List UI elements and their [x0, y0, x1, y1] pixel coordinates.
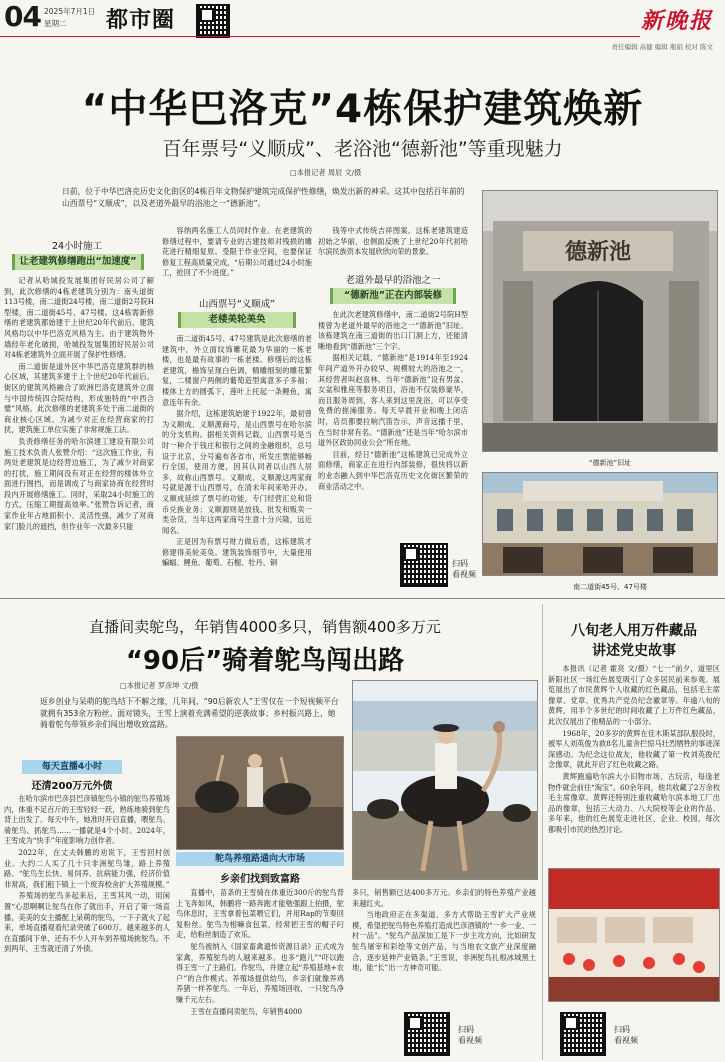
a2-section2-top-bar — [176, 852, 344, 866]
header-rule — [0, 36, 640, 37]
paragraph: 记者从哈城投发展集团好民居公司了解到，此次修缮的4栋老建筑分别为：南头道街113号楼，南二道街24号楼，南二道街2号院H型楼，南二道街45号、47号楼。这4栋需新修缮的老建筑都始建于上世纪20年代前后，建筑风格均以中华巴洛克风格为主。由于建筑物外墙经年老化破损，哈城投发展集团好民居公司对4栋老建筑外立面开展了保护性修缮。 — [4, 276, 154, 360]
a2-qr-code-icon[interactable] — [404, 1012, 450, 1056]
paragraph: 南二道街45号、47号建筑是此次修缮的老建筑中，外立面纹饰雕花最为华丽的一栋老楼，也是最有故事的一栋老楼。修缮后的这栋老建筑，檐饰呈现白色调，精雕细刻的雕花繁复，二楼窗户两侧的葡萄造型寓意多子多福；楼体上方的圆弧下，莲叶上托起一条鲤鱼，寓意连年有余。 — [162, 334, 312, 407]
a2-section2-title-top: 鸵鸟养殖路通向大市场 — [176, 852, 344, 866]
photo1-caption: “德新池”旧址 — [588, 459, 632, 467]
a2-col1-text — [4, 794, 170, 1058]
paragraph: 负责修缮任务的哈尔滨建工建设有限公司施工技术负责人张赞介绍：“这次施工作业，有两处老建筑是边经营边施工，为了减少对商家的打扰，施工期间没有对正在经营的楼体外立面进行围挡，而是调成了与商家协商在经营时段内开展修缮施工。同时，采取24小时施工的方式，压缩工期提高效率。”张赞告诉记者，商家作业年占地面积小、灵活性强，减少了对商家门脸儿的遮挡，但作业年一次最多只能 — [4, 436, 154, 531]
article1-lead: 日前，位于中华巴洛克历史文化街区的4栋百年文物保护建筑完成保护性修缮，焕发出新的神采。这其中包括百年前的山西票号“义顺成”，以及老道外最早的浴池之一“德新池”。 — [62, 187, 465, 208]
a1-section3-title: “德新池”正在内部装修 — [330, 288, 456, 304]
article3-headline-line2: 讲述党史故事 — [592, 643, 676, 659]
a2-section1-title: 还清200万元外债 — [31, 781, 113, 792]
article1-byline: □本报记者 周辰 文/摄 — [290, 168, 362, 177]
a1-col1-text — [4, 276, 154, 588]
editor-credits: 责任编辑 高健 编辑 瓶娟 校对 陈文 — [611, 43, 713, 51]
a3-scan-label: 扫码 看视频 — [614, 1025, 638, 1045]
a1-col2b-text — [162, 334, 312, 588]
paragraph: 目前，经日“德新池”这栋建筑已完成外立面修缮，商家正在进行内部装修，很快将以新的业态融入到中华巴洛克历史文化街区繁荣的商业活动之中。 — [318, 449, 468, 491]
article2-lead: 返乡创业与呆萌的鸵鸟结下不解之缘，几年间，“90后新农人”王雪仅在一个短视频平台就拥有353余万粉丝。面对镜头，王雪上演着充满希望的逆袭故事；乡村振兴路上，她骑着鸵鸟带领乡亲们闯出增收致富路。 — [40, 697, 339, 729]
paragraph: 南二道街是道外区中华巴洛克建筑群的核心区域，其建筑多建于上个世纪20年代前后。街区的建筑风格融合了欧洲巴洛克建筑外立面与中国传统四合院结构，形成独特的“中西合璧”风格。此次修缮的老建筑多处于南二道街的商业核心区域。为减少对正在经营商家的打扰，建筑施工单位实施了非常规施工法。 — [4, 361, 154, 435]
ostrich-riding-illustration — [353, 681, 538, 880]
article3-headline-line1: 八旬老人用万件藏品 — [571, 623, 697, 639]
a1-section1-title: 让老建筑修缮跑出“加速度” — [12, 254, 144, 270]
a3-qr-code-icon[interactable] — [560, 1012, 606, 1056]
photo-wang-xue-riding-ostrich — [352, 680, 538, 880]
paragraph: 当地政府正在多渠道、多方式帮助王雪扩大产业规模，希望把鸵鸟特色养殖打造成巴彦酒镇的“一乡一业、一村一品”。“鸵鸟产品深加工是下一步主攻方向，比如研发鸵鸟屠宰和彩绘等文创产品，与当地农文旅产业深度融合，逐步延伸产业链条。”王雪说，非洲鸵鸟扎根冰城黑土地，能“长”出一方神奇可能。 — [352, 910, 536, 973]
paragraph: 本报讯（记者 霍亮 文/摄）“七一”前夕，道里区新阳社区一场红色展览吸引了众多居民前来参观。展览展出了市民黄辉个人收藏的红色藏品，包括毛主席像章、党章、优秀共产党员纪念徽章等。年逾八旬的黄辉，用半个多世纪的时间收藏了上万件红色藏品，此次仅展出了他精品的一小部分。 — [548, 664, 720, 726]
photo-wang-xue-feeding — [176, 736, 344, 850]
paragraph: 黄辉跑遍哈尔滨大小旧物市场、古玩店，每逢老物件就会前往“淘宝”。60余年间，他共收藏了2万余枚毛主席像章。黄辉还特别注重收藏哈尔滨本地工厂出品的像章，包括三大动力、八大院校等企业的作品、多年来，他的红色展览走进社区、企业、校园，每次都吸引市民的热烈讨论。 — [548, 771, 720, 834]
ostrich-feeding-illustration — [177, 737, 344, 850]
photo-45-47-building — [482, 472, 718, 576]
paragraph: 1968年，20多岁的黄辉在佳木斯某部队服役时，被军人刘英俊为救8名儿童舍拦惊马壮烈牺牲的事迹深深感动。为纪念这位战友，他收藏了第一枚刘英俊纪念像章，就此开启了红色收藏之路。 — [548, 728, 720, 770]
paragraph: 养殖场的鸵鸟多起来后，王雪其风一动，用闲置“心思啊啊让鸵鸟在你了就出手，开启了第一场直播，美美的女主播配上呆萌的鸵鸟，一下子就火了起来，单场直播观看纪录突破了600万。越来越多的人在直播间下单，还有不少人开车到养殖场挑鸵鸟。不到两年，王雪就还清了外债。 — [4, 891, 170, 954]
header-qr-code-icon[interactable] — [196, 4, 230, 38]
paragraph: 多只，销售额已达400多万元。乡亲们的特色养殖产业越来越红火。 — [352, 888, 536, 908]
photo-dexinchi-building — [482, 190, 718, 452]
issue-weekday: 星期二 — [44, 19, 67, 28]
main-headline: “中华巴洛克”4栋保护建筑焕新 — [81, 87, 644, 132]
exhibit-illustration — [549, 869, 720, 1002]
a1-section1-kicker: 24小时施工 — [51, 241, 103, 252]
column-divider — [542, 604, 543, 1060]
a1-qr-code-icon[interactable] — [400, 543, 448, 587]
dexinchi-photo-illustration — [483, 191, 718, 452]
a1-col2-text — [162, 226, 312, 288]
dexinchi-sign: 德新池 — [564, 239, 632, 265]
paragraph: 据介绍，这栋建筑始建于1922年，最初曾为义顺成、义顺源商号，是山西票号在哈尔滨的分支机构。据相关资料记载，山西票号是当时一种介于钱庄和银行之间的金融组织，总号设于北京，分号遍布各省市，所发庄票能够畅行全国，使用方便，因其认同者以山西人居多，故称山西票号。义顺成、义顺源这两家商号就是源于山西票号，在清末年间来哈开办。义顺成延续了票号的功能，专门经营汇兑和货币兑换业务；义顺源则是放钱、批发和贩卖一类杂货，当年这两家商号生意十分兴隆，远近闻名。 — [162, 409, 312, 535]
a1-scan-label: 扫码 看视频 — [452, 559, 476, 579]
a2-scan-label: 扫码 看视频 — [458, 1025, 482, 1045]
paragraph: 容纳两名施工人员同时作业。在老建筑的修缮过程中，要请专业的古建技师对残损的雕花进行精细复原。受限于作业空间，也要保证修复工程高质量完成，“后期公司通过24小时施工，抢回了不少进度。” — [162, 226, 312, 278]
paragraph: 王雪在直播间卖鸵鸟，年销售4000 — [190, 1006, 303, 1016]
paragraph: 2022年，在丈夫韩鹏的劝说下，王雪回村创业。大约二人买了几十只非洲鸵鸟雏，路上养殖路。“鸵鸟生长快、易饲养、抗病能力强，经济价值非常高，我们租下镇上一个废弃校舍扩大养殖规模。” — [4, 847, 170, 889]
photo2-caption: 南二道街45号、47号楼 — [573, 583, 647, 591]
a2-section1-kicker: 每天直播4小时 — [22, 760, 122, 774]
a1-section2-kicker: 山西票号“义顺成” — [198, 299, 276, 310]
paragraph: 据相关记载，“德新池”是1914年至1924年间产道外开办较早、规模较大的浴池之一，其经营者叫赵喜林。当年“德新池”设有男盆、女盆和雅座等服务项目，浴池不仅装修豪华，而且服务周到，客人来到这里洗浴，可以享受免费的搓澡服务。每天早晨开业和晚上闭店时，店员都要拉响汽笛告示，声音远播千里，在当时非常有名。“德新池”还是当年“哈尔滨市道外区政协同业公会”所在地。 — [318, 353, 468, 448]
a1-section3-kicker: 老道外最早的浴池之一 — [345, 275, 441, 286]
paragraph: 钱等中式传统吉祥图案。这栋老建筑建造初始之华丽，也侧面反映了上世纪20年代初哈尔滨民族资本发展欣欣向荣的景象。 — [318, 226, 468, 257]
main-subheadline: 百年票号“义顺成”、老浴池“德新池”等重现魅力 — [162, 138, 563, 160]
a1-section2-title: 老楼美轮美奂 — [178, 312, 296, 328]
issue-date: 2025年7月1日 — [44, 7, 96, 16]
article2-kicker: 直播间卖鸵鸟，年销售4000多只，销售额400多万元 — [89, 618, 441, 636]
paragraph: 在此次老建筑修缮中，南二道街2号院H型楼曾为老道外最早的浴池之一“德新池”旧址。该栋建筑在南三道街的出口门洞上方，还能清晰地看到“德新池”三个字。 — [318, 310, 468, 351]
photo-red-collection-exhibit — [548, 868, 720, 1002]
a3-text — [548, 664, 720, 864]
paragraph: 在哈尔滨市巴彦县巴彦镇鸵鸟小镇的鸵鸟养殖场内，体重不足百斤的王雪轻轻一跃，熟练地骑到鸵鸟背上出发了。每天中午，她准时开启直播，喂鸵鸟、骑鸵鸟、抓鸵鸟……一播就是4个小时。2024年，王雪成为“快手”年度影响力创作者。 — [4, 794, 170, 846]
a2-col3-text — [352, 888, 536, 1008]
paragraph: 直播中，苗条的王雪骑在体重近300斤的鸵鸟背上飞奔如风，韩鹏将一路奔跑才能勉强跟上拍摄，鸵鸟休息时，王雪拿着包菜喂它们，并用Rap的节奏回复粉丝。鸵鸟为相嘛食包菜，经常把王雪的帽子叼走，给粉丝制造了欢乐。 — [176, 888, 344, 940]
a1-col3b-text — [318, 310, 468, 536]
a2-col2-text — [176, 888, 344, 1056]
paragraph: 正是因为有票号财力做后盾，这栋建筑才修建得美轮美奂。建筑装饰细节中，大量使用蝙蝠、鲤鱼、葡萄、石榴、牡丹、铜 — [162, 537, 312, 568]
paragraph: 鸵鸟被纳入《国家畜禽遗传资源目录》正式成为家禽，养殖鸵鸟的人越来越多。也多“跑儿”“吓以跑得王雪一了主路们。作鸵鸟，并建立起“养殖基地+农户”的合作模式。养殖场提供幼鸟，乡亲们就像养鸡养猪一样养鸵鸟。一年后，养殖场回收，一只鸵鸟净赚千元左右。 — [176, 941, 344, 1004]
a1-col3-text — [318, 226, 468, 266]
a2-section2-title: 乡亲们找到致富路 — [220, 874, 300, 885]
newspaper-logo: 新晚报 — [640, 8, 713, 34]
page-number: 04 — [4, 0, 41, 33]
article2-byline: □本报记者 罗彦坤 文/摄 — [120, 681, 199, 690]
section-title: 都市圈 — [106, 8, 176, 33]
building-photo-illustration — [483, 473, 718, 576]
article2-headline: “90后”骑着鸵鸟闯出路 — [125, 646, 405, 676]
section-divider — [0, 598, 725, 599]
date-block — [44, 6, 95, 30]
